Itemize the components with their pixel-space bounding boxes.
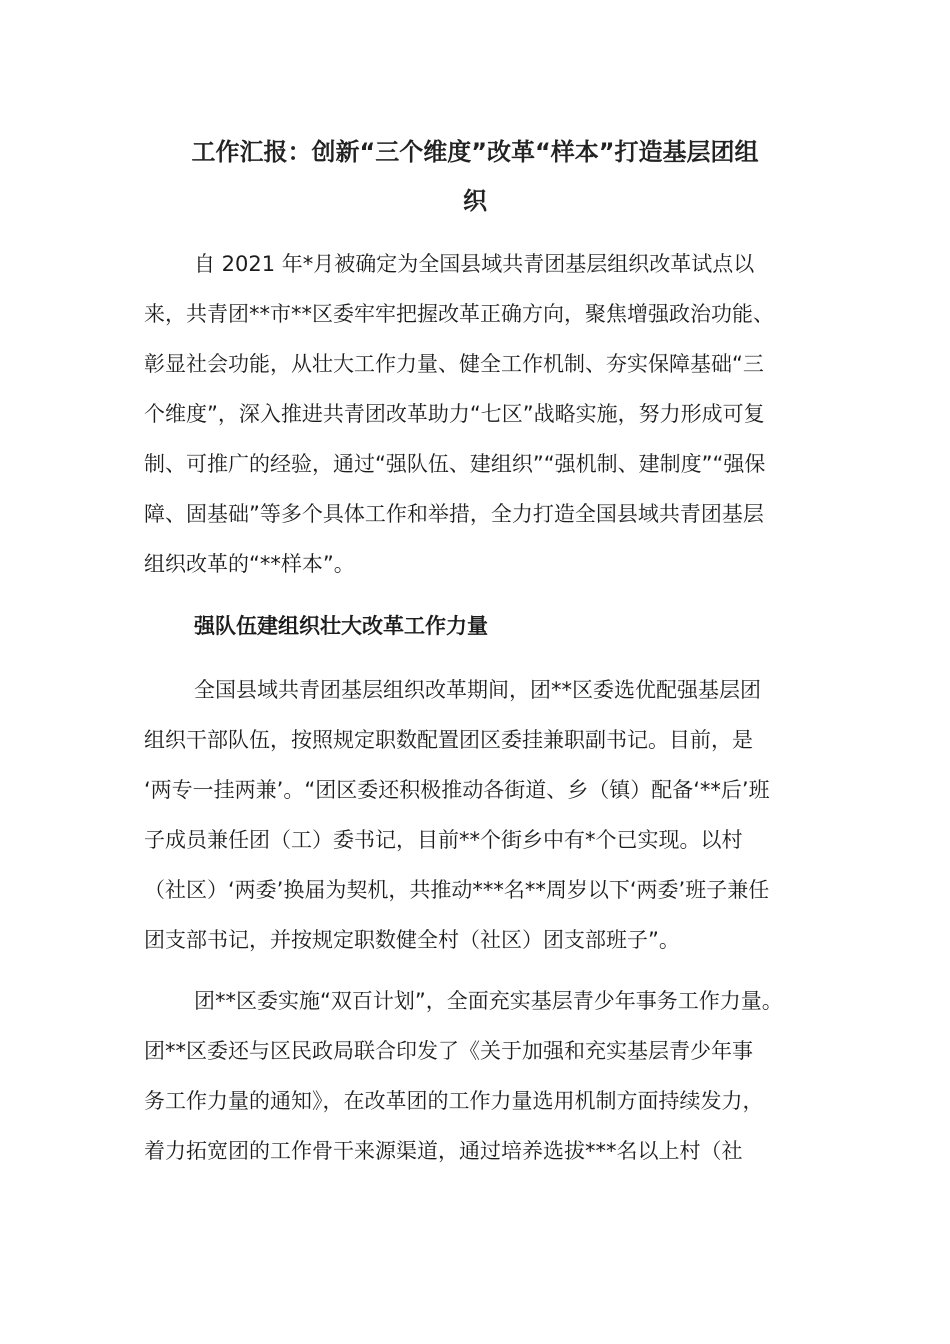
paragraph-1-line-3: 彰显社会功能，从壮大工作力量、健全工作机制、夯实保障基础“三: [144, 352, 764, 376]
paragraph-1-line-2: 来，共青团**市**区委牢牢把握改革正确方向，聚焦增强政治功能、: [144, 302, 774, 326]
paragraph-2-line-2: 组织干部队伍，按照规定职数配置团区委挂兼职副书记。目前，是: [144, 728, 753, 752]
paragraph-3-line-3: 务工作力量的通知》，在改革团的工作力量选用机制方面持续发力，: [144, 1089, 764, 1113]
paragraph-1-line-5: 制、可推广的经验，通过“强队伍、建组织”“强机制、建制度”“强保: [144, 452, 766, 476]
paragraph-1-line-1: 自 2021 年*月被确定为全国县域共青团基层组织改革试点以: [194, 252, 755, 276]
document-title-line-2: 织: [463, 187, 487, 215]
paragraph-1-line-7: 组织改革的“**样本”。: [144, 552, 355, 576]
paragraph-2-line-3: ‘两专一挂两兼’。“团区委还积极推动各街道、乡（镇）配备‘**后’班: [144, 778, 770, 802]
paragraph-1-line-4: 个维度”，深入推进共青团改革助力“七区”战略实施，努力形成可复: [144, 402, 765, 426]
section-heading: 强队伍建组织壮大改革工作力量: [194, 614, 488, 638]
document-title-line-1: 工作汇报：创新“三个维度”改革“样本”打造基层团组: [191, 138, 759, 166]
paragraph-1-line-6: 障、固基础”等多个具体工作和举措，全力打造全国县域共青团基层: [144, 502, 764, 526]
paragraph-2-line-1: 全国县域共青团基层组织改革期间，团**区委选优配强基层团: [194, 678, 761, 702]
paragraph-3-line-4: 着力拓宽团的工作骨干来源渠道，通过培养选拔***名以上村（社: [144, 1139, 743, 1163]
paragraph-3-line-2: 团**区委还与区民政局联合印发了《关于加强和充实基层青少年事: [144, 1039, 753, 1063]
paragraph-2-line-6: 团支部书记，并按规定职数健全村（社区）团支部班子”。: [144, 928, 680, 952]
paragraph-2-line-5: （社区）‘两委’换届为契机，共推动***名**周岁以下‘两委’班子兼任: [144, 878, 770, 902]
paragraph-2-line-4: 子成员兼任团（工）委书记，目前**个街乡中有*个已实现。以村: [144, 828, 743, 852]
paragraph-3-line-1: 团**区委实施“双百计划”，全面充实基层青少年事务工作力量。: [194, 989, 783, 1013]
